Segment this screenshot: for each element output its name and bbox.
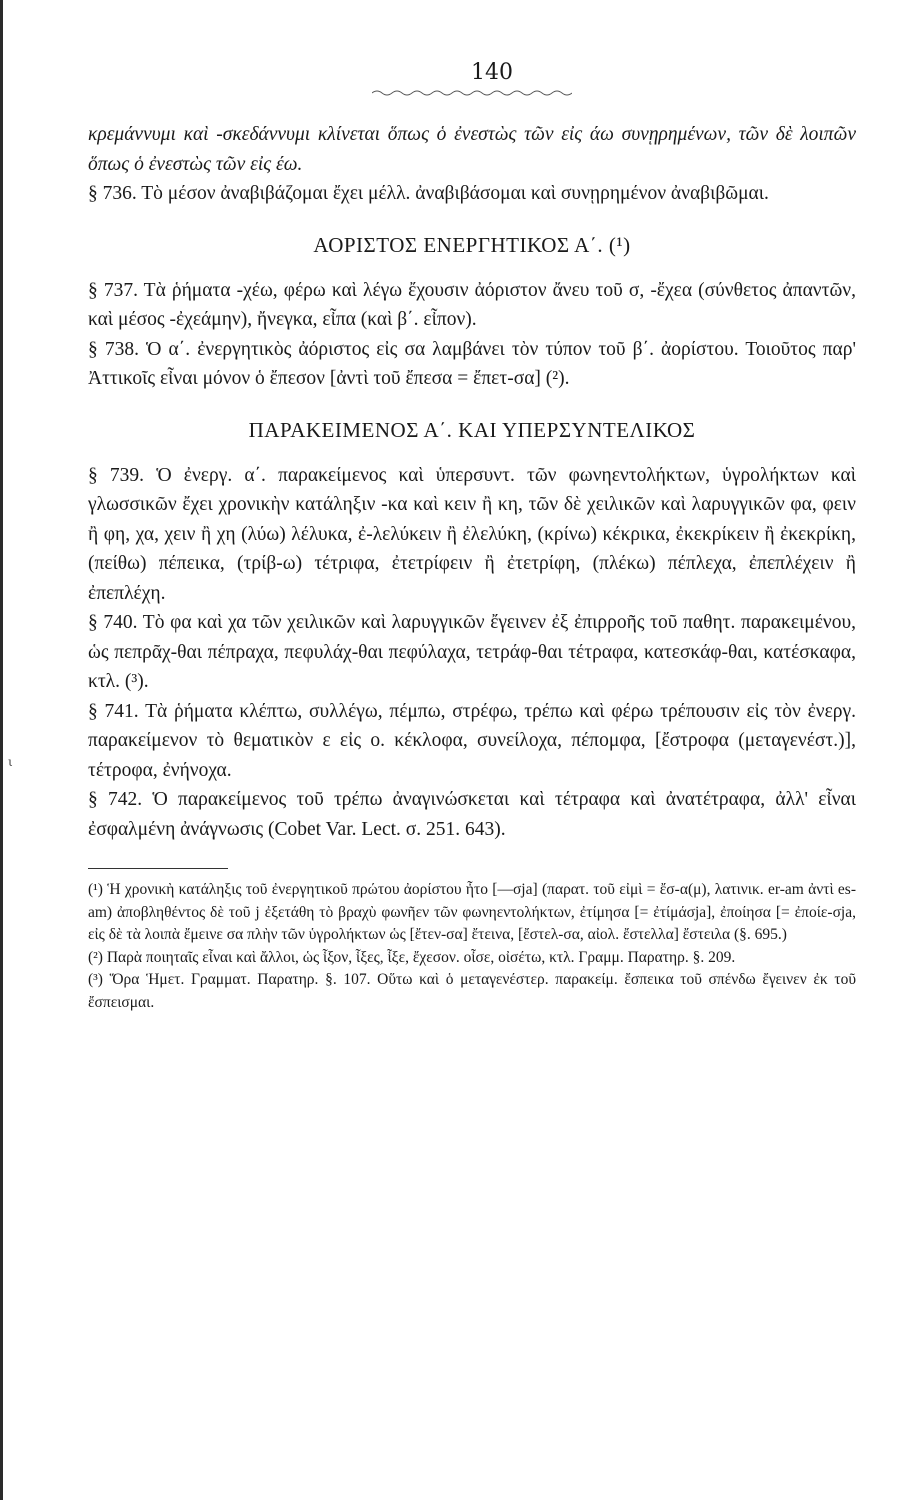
paragraph-opening: κρεμάννυμι καὶ -σκεδάννυμι κλίνεται ὅπως ὁ ἐνεστὼς τῶν εἰς άω συνῃρημένων, τῶν δὲ λοιπῶν ὅπως ὁ ἐνεστὼς τῶν εἰς έω. — [88, 124, 856, 175]
book-page — [88, 60, 856, 1014]
page-number: 140 — [471, 60, 513, 85]
section-742: § 742. Ὁ παρακείμενος τοῦ τρέπω ἀναγινώσκεται καὶ τέτραφα καὶ ἀνατέτραφα, ἀλλ' εἶναι ἐσφαλμένη ἀνάγνωσις (Cobet Var. Lect. σ. 251. 643). — [88, 789, 856, 840]
heading-perfect: ΠΑΡΑΚΕΙΜΕΝΟΣ Α΄. ΚΑΙ ΥΠΕΡΣΥΝΤΕΛΙΚΟΣ — [248, 417, 696, 442]
margin-mark: ι — [8, 755, 13, 769]
section-738: § 738. Ὁ α΄. ἐνεργητικὸς ἀόριστος εἰς σα λαμβάνει τὸν τύπον τοῦ β΄. ἀορίστου. Τοιοῦτος παρ' Ἀττικοῖς εἶναι μόνον ὁ ἔπεσον [ἀντὶ τοῦ ἔπεσα = ἔπετ-σα] (²). — [88, 338, 856, 389]
section-740: § 740. Τὸ φα καὶ χα τῶν χειλικῶν καὶ λαρυγγικῶν ἔγεινεν ἐξ ἐπιρροῆς τοῦ παθητ. παρακειμένου, ὡς πεπρᾶχ-θαι πέπραχα, πεφυλάχ-θαι πεφύλαχα, τετράφ-θαι τέτραφα, κατεσκάφ-θαι, κατέσκαφα, κτλ. (³). — [88, 612, 856, 692]
heading-aorist: ΑΟΡΙΣΤΟΣ ΕΝΕΡΓΗΤΙΚΟΣ Α΄. (¹) — [313, 232, 631, 257]
footnote-3: (³) Ὅρα Ἡμετ. Γραμματ. Παρατηρ. §. 107. Οὕτω καὶ ὁ μεταγενέστερ. παρακείμ. ἔσπεικα τοῦ σπένδω ἔγεινεν ἐκ τοῦ ἔσπεισμαι. — [88, 971, 856, 1011]
section-741: § 741. Τὰ ῥήματα κλέπτω, συλλέγω, πέμπω, στρέφω, τρέπω καὶ φέρω τρέπουσιν εἰς τὸν ἐνεργ. παρακείμενον τὸ θεματικὸν ε εἰς ο. κέκλοφα, συνείλοχα, πέπομφα, [ἔστροφα (μεταγενέστ.)], τέτροφα, ἐνήνοχα. — [88, 700, 856, 781]
section-739: § 739. Ὁ ἐνεργ. α΄. παρακείμενος καὶ ὑπερσυντ. τῶν φωνηεντολήκτων, ὑγρολήκτων καὶ γλωσσικῶν ἔχει χρονικὴν κατάληξιν -κα καὶ κειν ἢ κη, τῶν δὲ χειλικῶν καὶ λαρυγγικῶν φα, φειν ἢ φη, χα, χειν ἢ χη (λύω) λέλυκα, ἐ-λελύκειν ἢ ἐλελύκη, (κρίνω) κέκρικα, ἐκεκρίκειν ἢ ἐκεκρίκη, (πείθω) πέπεικα, (τρίβ-ω) τέτριφα, ἐτετρίφειν ἢ ἐτετρίφη, (πλέκω) πέπλεχα, ἐπεπλέχειν ἢ ἐπεπλέχη. — [88, 464, 856, 604]
footnote-divider — [88, 868, 228, 869]
footnote-1: (¹) Ἡ χρονικὴ κατάληξις τοῦ ἐνεργητικοῦ πρώτου ἀορίστου ἦτο [—σja] (παρατ. τοῦ εἰμὶ = ἔσ-α(μ), λατινικ. er-am ἀντὶ es-am) ἀποβληθέντος δὲ τοῦ j ἐξετάθη τὸ βραχὺ φωνῆεν τῶν φωνηεντολήκτων, ἐτίμησα [= ἐτίμάσja], ἐποίησα [= ἐποίε-σja, εἰς δὲ τὰ λοιπὰ ἔμεινε σα πλὴν τῶν ὑγρολήκτων ὡς [ἔτεν-σα] ἔτεινα, [ἔστελ-σα, αἰολ. ἔστελλα] ἔστειλα (§. 695.) — [88, 881, 856, 943]
ornament-rule — [372, 88, 572, 98]
section-737: § 737. Τὰ ῥήματα -χέω, φέρω καὶ λέγω ἔχουσιν ἀόριστον ἄνευ τοῦ σ, -ἔχεα (σύνθετος ἀπαντῶν, καὶ μέσος -ἐχεάμην), ἤνεγκα, εἶπα (καὶ β΄. εἶπον). — [88, 279, 856, 330]
footnote-2: (²) Παρὰ ποιηταῖς εἶναι καὶ ἄλλοι, ὡς ἷξον, ἷξες, ἷξε, ἔχεσον. οἶσε, οἰσέτω, κτλ. Γραμμ. Παρατηρ. §. 209. — [88, 948, 736, 966]
section-736: § 736. Τὸ μέσον ἀναβιβάζομαι ἔχει μέλλ. ἀναβιβάσομαι καὶ συνῃρημένον ἀναβιβῶμαι. — [88, 183, 769, 204]
page-edge — [0, 0, 3, 1500]
